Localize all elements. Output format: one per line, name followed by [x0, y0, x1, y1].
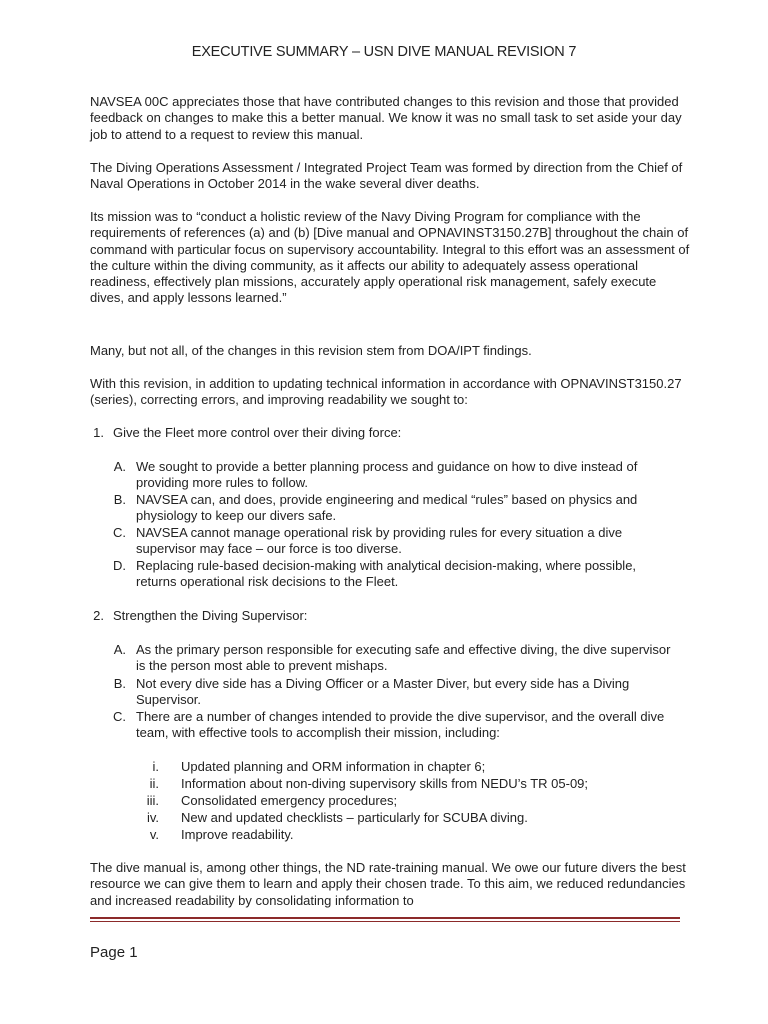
list-marker: i.	[152, 759, 159, 774]
list-marker: v.	[149, 827, 159, 842]
list-item-text: There are a number of changes intended to provide the dive supervisor, and the overall dive team, with effective tools to accomplish their mission, including:	[136, 709, 665, 741]
list-marker: 2.	[93, 608, 104, 623]
page-number: Page 1	[90, 944, 138, 961]
changes-paragraph: Many, but not all, of the changes in this revision stem from DOA/IPT findings.	[90, 343, 532, 358]
rate-training-paragraph: The dive manual is, among other things, the ND rate-training manual. We owe our future divers the best resource we can give them to learn and apply their chosen trade. To this aim, we reduced redundancies and increased readability by consolidating information to	[90, 860, 686, 908]
mission-paragraph: Its mission was to “conduct a holistic review of the Navy Diving Program for compliance with the requirements of references (a) and (b) [Dive manual and OPNAVINST3150.27B] throughout the chain of command with particular focus on supervisory accountability. Integral to this effort was an assessment of the culture within the diving community, as it affects our ability to adequately assess operational readiness, effectively plan missions, accurately apply operational risk management, safely execute dives, and apply lessons learned.”	[90, 209, 690, 306]
list-item-text: As the primary person responsible for executing safe and effective diving, the dive supervisor is the person most able to prevent mishaps.	[136, 642, 671, 674]
doa-ipt-paragraph: The Diving Operations Assessment / Integrated Project Team was formed by direction from the Chief of Naval Operations in October 2014 in the wake several diver deaths.	[90, 160, 683, 192]
list-item-text: New and updated checklists – particularly for SCUBA diving.	[181, 810, 528, 825]
list-item-text: Give the Fleet more control over their diving force:	[113, 425, 402, 440]
list-marker: D.	[113, 558, 126, 573]
intro-paragraph: NAVSEA 00C appreciates those that have contributed changes to this revision and those that provided feedback on changes to make this a better manual. We know it was no small task to set aside your day job to attend to a request to review this manual.	[90, 94, 682, 142]
list-item-text: Consolidated emergency procedures;	[181, 793, 398, 808]
list-item-text: NAVSEA can, and does, provide engineering and medical “rules” based on physics and physiology to keep our divers safe.	[136, 492, 638, 524]
list-marker: A.	[113, 642, 126, 657]
list-marker: iii.	[146, 793, 159, 808]
document-title: EXECUTIVE SUMMARY – USN DIVE MANUAL REVISION 7	[191, 44, 577, 60]
list-marker: B.	[113, 492, 126, 507]
list-marker: A.	[113, 459, 126, 474]
list-item-text: Information about non-diving supervisory skills from NEDU’s TR 05-09;	[181, 776, 589, 791]
list-item-text: We sought to provide a better planning process and guidance on how to dive instead of providing more rules to follow.	[136, 459, 638, 491]
list-item-text: Improve readability.	[181, 827, 294, 842]
list-marker: iv.	[146, 810, 159, 825]
list-item-text: Replacing rule-based decision-making with analytical decision-making, where possible, returns operational risk decisions to the Fleet.	[136, 558, 637, 590]
list-item-text: Not every dive side has a Diving Officer or a Master Diver, but every side has a Diving Supervisor.	[136, 676, 630, 708]
list-marker: B.	[113, 676, 126, 691]
list-marker: C.	[113, 709, 126, 724]
footer-rule	[90, 917, 680, 919]
list-marker: 1.	[93, 425, 104, 440]
list-item-text: Strengthen the Diving Supervisor:	[113, 608, 308, 623]
list-item-text: NAVSEA cannot manage operational risk by providing rules for every situation a dive supervisor may face – our force is too diverse.	[136, 525, 623, 557]
footer-rule-thin	[90, 921, 680, 922]
list-marker: C.	[113, 525, 126, 540]
list-marker: ii.	[149, 776, 159, 791]
revision-goals-paragraph: With this revision, in addition to updating technical information in accordance with OPNAVINST3150.27 (series), correcting errors, and improving readability we sought to:	[90, 376, 682, 408]
list-item-text: Updated planning and ORM information in chapter 6;	[181, 759, 486, 774]
